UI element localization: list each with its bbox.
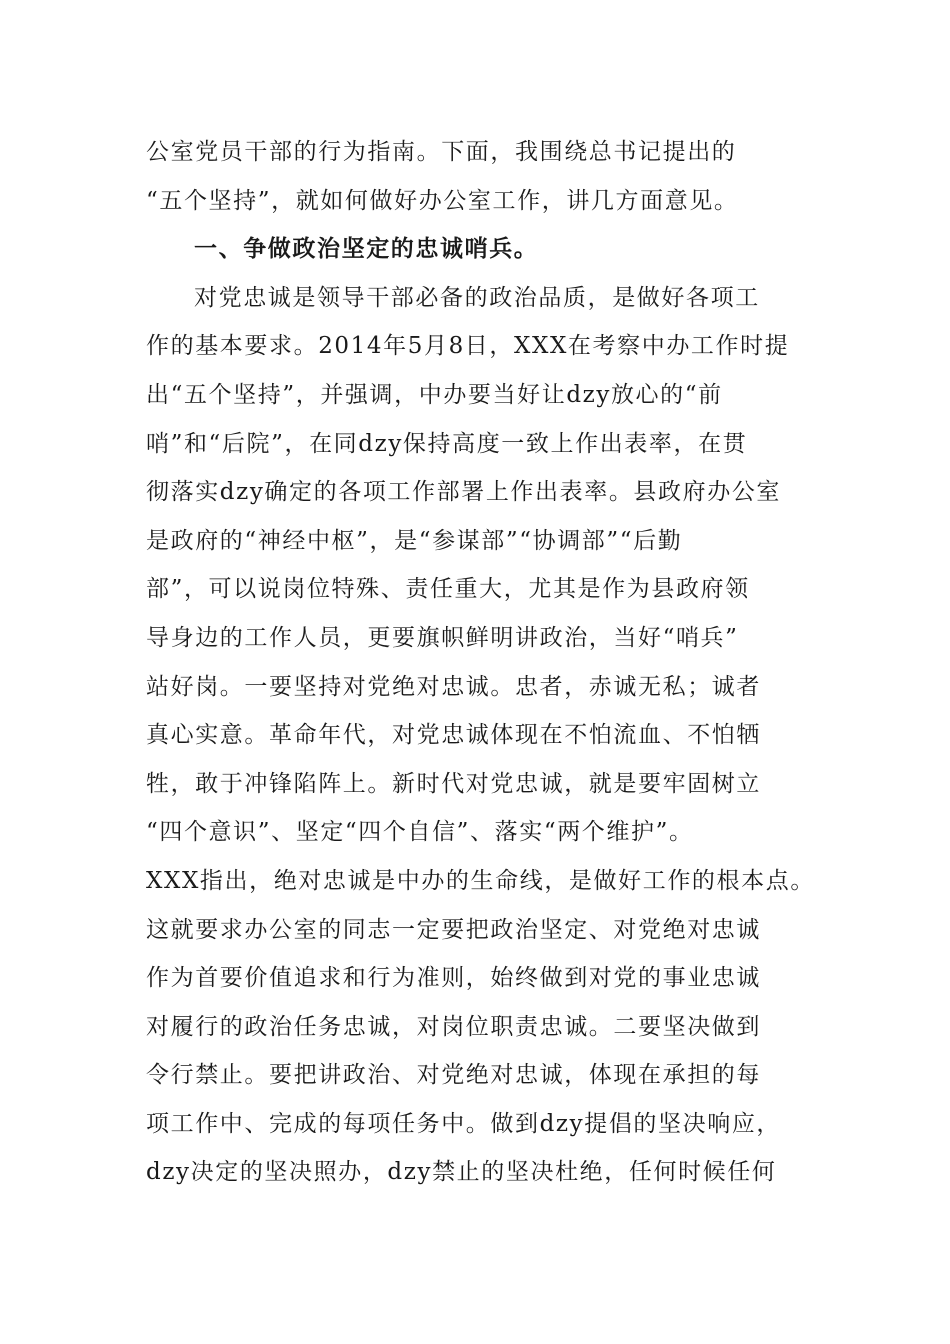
- body-line: 出“五个坚持”，并强调，中办要当好让dzy放心的“前: [146, 381, 723, 408]
- body-line: dzy决定的坚决照办，dzy禁止的坚决杜绝，任何时候任何: [146, 1159, 777, 1186]
- body-line: “四个意识”、坚定“四个自信”、落实“两个维护”。: [146, 819, 694, 846]
- body-line: 真心实意。革命年代，对党忠诚体现在不怕流血、不怕牺: [146, 722, 761, 749]
- body-line: 作的基本要求。2014年5月8日，XXX在考察中办工作时提: [146, 333, 790, 360]
- body-line: 作为首要价值追求和行为准则，始终做到对党的事业忠诚: [146, 965, 761, 992]
- body-line: 这就要求办公室的同志一定要把政治坚定、对党绝对忠诚: [146, 916, 761, 943]
- body-line: 公室党员干部的行为指南。下面，我围绕总书记提出的: [146, 139, 737, 165]
- body-line: “五个坚持”，就如何做好办公室工作，讲几方面意见。: [146, 187, 739, 214]
- body-line: 彻落实dzy确定的各项工作部署上作出表率。县政府办公室: [146, 479, 782, 506]
- body-line: 导身边的工作人员，更要旗帜鲜明讲政治，当好“哨兵”: [146, 624, 739, 651]
- paragraph-first-line: 对党忠诚是领导干部必备的政治品质，是做好各项工: [194, 284, 760, 311]
- document-body: [146, 128, 826, 1197]
- body-line: 哨”和“后院”，在同dzy保持高度一致上作出表率，在贯: [146, 430, 748, 457]
- section-heading: 一、争做政治坚定的忠诚哨兵。: [194, 236, 539, 263]
- body-line: 是政府的“神经中枢”，是“参谋部”“协调部”“后勤: [146, 527, 683, 554]
- body-line: XXX指出，绝对忠诚是中办的生命线，是做好工作的根本点。: [146, 867, 815, 894]
- body-line: 对履行的政治任务忠诚，对岗位职责忠诚。二要坚决做到: [146, 1013, 761, 1040]
- body-line: 项工作中、完成的每项任务中。做到dzy提倡的坚决响应，: [146, 1110, 782, 1137]
- body-line: 部”，可以说岗位特殊、责任重大，尤其是作为县政府领: [146, 576, 750, 603]
- body-line: 牲，敢于冲锋陷阵上。新时代对党忠诚，就是要牢固树立: [146, 770, 761, 797]
- body-line: 令行禁止。要把讲政治、对党绝对忠诚，体现在承担的每: [146, 1062, 761, 1089]
- body-line: 站好岗。一要坚持对党绝对忠诚。忠者，赤诚无私；诚者: [146, 673, 761, 700]
